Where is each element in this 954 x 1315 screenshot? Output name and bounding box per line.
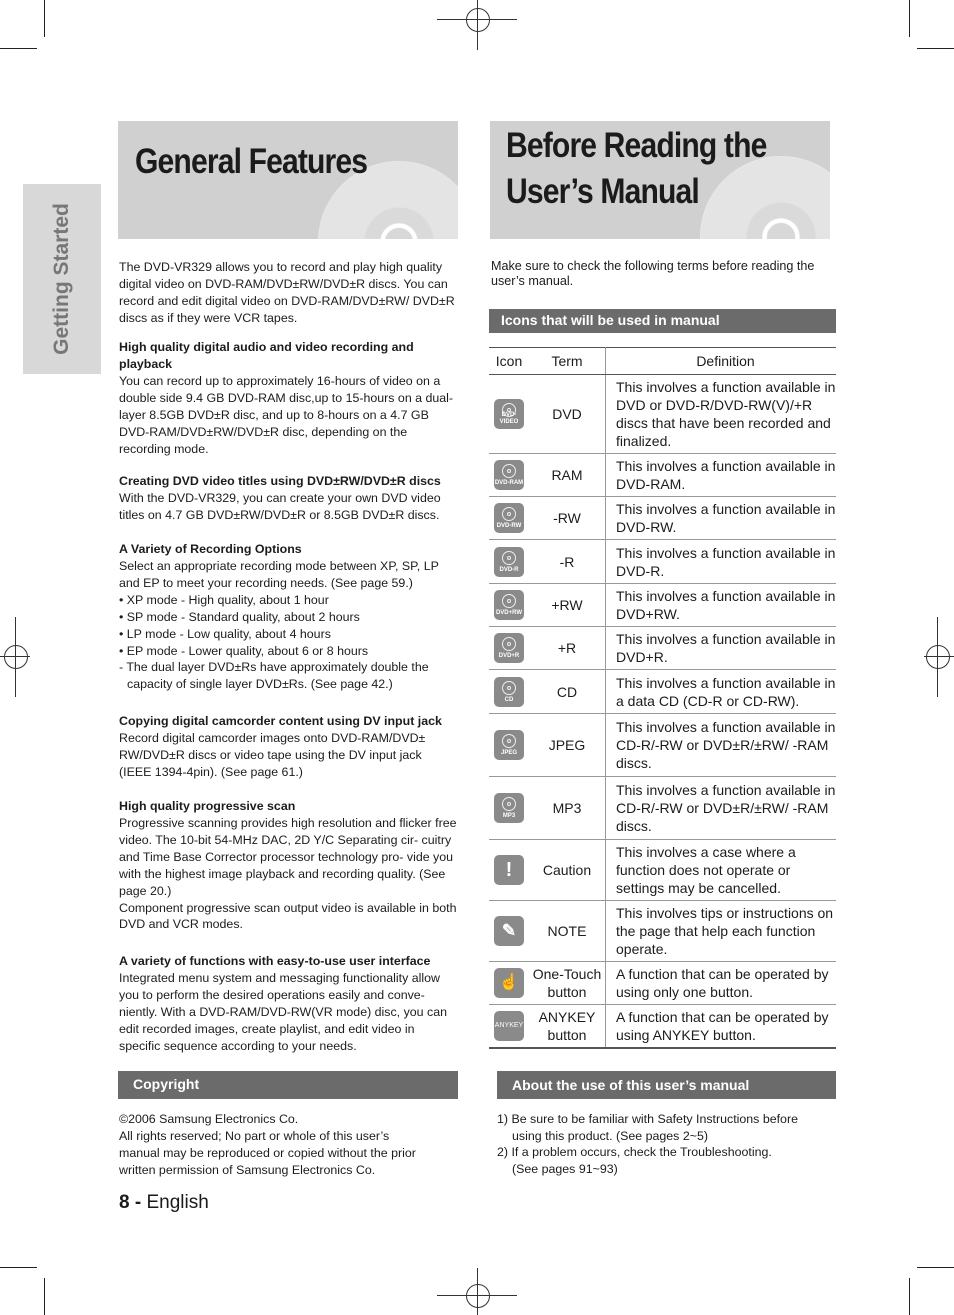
dvd-plus-r-icon: DVD+R [494, 633, 524, 663]
dvd-plus-rw-icon: DVD+RW [494, 590, 524, 620]
page-number: 8 - [119, 1192, 142, 1213]
feature-section [119, 339, 457, 458]
about-item: 2) If a problem occurs, check the Troubleshooting. [497, 1145, 772, 1159]
cd-icon: CD [494, 677, 524, 707]
feature-section [119, 541, 457, 693]
feature-body: Integrated menu system and messaging functionality allow you to perform the desired operations easily and conve- niently. With a DVD-RAM/DVD-RW(VR mode) disc, you can edit recorded images, create playlist, and edit video in specific sequence according to your needs. [119, 971, 447, 1053]
definition-cell: This involves a function available in CD-R/-RW or DVD±R/±RW/ -RAM discs. [606, 714, 837, 777]
crop-mark [917, 48, 954, 49]
registration-mark-bottom [477, 1268, 478, 1315]
table-row [489, 627, 836, 670]
mp3-icon: MP3 [494, 793, 524, 823]
feature-body: Component progressive scan output video is available in both DVD and VCR modes. [119, 900, 457, 932]
title-box-general-features [118, 121, 458, 239]
feature-heading: Copying digital camcorder content using DV input jack [119, 714, 442, 728]
table-row [489, 584, 836, 627]
crop-mark [44, 0, 45, 37]
copyright-bar [118, 1071, 458, 1099]
term-cell: RAM [529, 454, 606, 497]
crop-mark [917, 1267, 954, 1268]
table-header: Term [529, 348, 606, 375]
page-title-line2: User’s Manual [506, 172, 699, 211]
definition-cell: A function that can be operated by using only one button. [606, 962, 837, 1005]
about-item-cont: using this product. (See pages 2~5) [512, 1128, 708, 1143]
feature-body: Progressive scanning provides high resolution and flicker free video. The 10-bit 54-MHz DAC, 2D Y/C Separating cir- cuitry and Time Base Corrector processor technology pro- vide you with the highest image playback and recording quality. (See page 20.) [119, 816, 457, 898]
crop-mark [44, 1278, 45, 1315]
dvd-r-icon: DVD-R [494, 547, 524, 577]
term-cell: Caution [529, 840, 606, 901]
feature-heading: A variety of functions with easy-to-use user interface [119, 954, 431, 968]
caution-icon: ! [494, 855, 524, 885]
page-footer [119, 1192, 209, 1214]
definition-cell: This involves a case where a function does not operate or settings may be cancelled. [606, 840, 837, 901]
page-title-general-features: General Features [135, 142, 368, 181]
feature-body: Select an appropriate recording mode between XP, SP, LP and EP to meet your recording needs. (See page 59.) [119, 559, 439, 590]
list-item: • LP mode - Low quality, about 4 hours [119, 626, 331, 641]
feature-heading: Creating DVD video titles using DVD±RW/DVD±R discs [119, 474, 441, 488]
table-row [489, 901, 836, 962]
copyright-bar-label: Copyright [133, 1076, 200, 1092]
table-row [489, 375, 836, 454]
term-cell: -R [529, 540, 606, 584]
term-cell: +R [529, 627, 606, 670]
crop-mark [909, 1278, 910, 1315]
term-cell: ANYKEY button [529, 1005, 606, 1048]
feature-note: - The dual layer DVD±Rs have approximately double the capacity of single layer DVD±Rs. (See page 42.) [119, 660, 429, 692]
feature-section [119, 713, 457, 781]
registration-mark-top [477, 0, 478, 50]
copyright-line: All rights reserved; No part or whole of this user’s [119, 1128, 390, 1143]
definition-cell: This involves a function available in DVD-RAM. [606, 454, 837, 497]
title-box-before-reading [490, 121, 830, 239]
definition-cell: This involves a function available in DVD+RW. [606, 584, 837, 627]
term-cell: JPEG [529, 714, 606, 777]
icons-bar [489, 309, 836, 333]
crop-mark [909, 0, 910, 37]
table-header-row [489, 348, 836, 375]
registration-mark-top [466, 8, 490, 32]
registration-mark-bottom [466, 1284, 490, 1308]
page-language: English [146, 1192, 209, 1213]
registration-mark-right [926, 645, 950, 669]
definition-cell: This involves tips or instructions on the page that help each function operate. [606, 901, 837, 962]
table-row [489, 1005, 836, 1048]
feature-heading: High quality digital audio and video recording and playback [119, 340, 414, 371]
dvd-ram-icon: DVD-RAM [494, 460, 524, 490]
term-cell: MP3 [529, 777, 606, 840]
table-row [489, 714, 836, 777]
term-cell: +RW [529, 584, 606, 627]
copyright-line: written permission of Samsung Electronics Co. [119, 1162, 376, 1177]
definition-cell: This involves a function available in a data CD (CD-R or CD-RW). [606, 670, 837, 714]
table-row [489, 497, 836, 540]
feature-section [119, 473, 464, 524]
feature-heading: A Variety of Recording Options [119, 542, 302, 556]
feature-section [119, 798, 457, 933]
table-row [489, 777, 836, 840]
list-item: • XP mode - High quality, about 1 hour [119, 592, 329, 607]
registration-mark-left [4, 645, 28, 669]
feature-section [119, 953, 457, 1055]
table-header: Definition [606, 348, 837, 375]
copyright-line: ©2006 Samsung Electronics Co. [119, 1112, 299, 1126]
definition-cell: A function that can be operated by using ANYKEY button. [606, 1005, 837, 1048]
right-intro: Make sure to check the following terms before reading the user’s manual. [491, 259, 815, 288]
table-row [489, 670, 836, 714]
about-bar [497, 1071, 836, 1099]
table-row [489, 454, 836, 497]
registration-mark-right [924, 656, 954, 657]
definition-cell: This involves a function available in DVD-RW. [606, 497, 837, 540]
list-item: • EP mode - Lower quality, about 6 or 8 hours [119, 643, 369, 658]
table-row [489, 840, 836, 901]
registration-mark-right [937, 617, 938, 697]
copyright-line: manual may be reproduced or copied without the prior [119, 1145, 416, 1160]
about-item: 1) Be sure to be familiar with Safety Instructions before [497, 1112, 798, 1126]
jpeg-icon: JPEG [494, 730, 524, 760]
icons-bar-label: Icons that will be used in manual [501, 312, 720, 328]
dvd-video-icon: DVD-VIDEO [494, 399, 524, 429]
intro-paragraph: The DVD-VR329 allows you to record and play high quality digital video on DVD-RAM/DVD±RW/DVD±R discs. You can record and edit digital video on DVD-RAM/DVD±RW/ DVD±R discs as if they were VCR tapes. [119, 260, 455, 325]
about-bar-label: About the use of this user’s manual [512, 1077, 750, 1093]
registration-mark-left [15, 617, 16, 697]
table-row [489, 540, 836, 584]
icons-table [489, 347, 836, 1049]
definition-cell: This involves a function available in CD-R/-RW or DVD±R/±RW/ -RAM discs. [606, 777, 837, 840]
note-icon: ✎ [494, 916, 524, 946]
feature-heading: High quality progressive scan [119, 799, 296, 813]
table-row [489, 962, 836, 1005]
side-tab-label: Getting Started [50, 203, 73, 355]
feature-body: You can record up to approximately 16-hours of video on a double side 9.4 GB DVD-RAM disc,up to 15-hours on a dual-layer 8.5GB DVD±R disc, and up to 8-hours on a 4.7 GB DVD-RAM/DVD±RW/DVD±R disc, depending on the recording mode. [119, 374, 454, 456]
definition-cell: This involves a function available in DVD or DVD-R/DVD-RW(V)/+R discs that have been recorded and finalized. [606, 375, 837, 454]
dvd-rw-icon: DVD-RW [494, 503, 524, 533]
about-item-cont: (See pages 91~93) [512, 1161, 618, 1176]
copyright-text [119, 1111, 457, 1179]
one-touch-icon: ☝ [494, 968, 524, 998]
list-item: • SP mode - Standard quality, about 2 hours [119, 609, 360, 624]
table-header: Icon [489, 348, 529, 375]
term-cell: CD [529, 670, 606, 714]
term-cell: DVD [529, 375, 606, 454]
term-cell: One-Touch button [529, 962, 606, 1005]
feature-body: Record digital camcorder images onto DVD-RAM/DVD± RW/DVD±R discs or video tape using the DV input jack (IEEE 1394-4pin). (See page 61.) [119, 731, 426, 779]
anykey-icon: ANYKEY [494, 1011, 524, 1041]
about-list [497, 1111, 832, 1177]
definition-cell: This involves a function available in DVD-R. [606, 540, 837, 584]
crop-mark [0, 48, 37, 49]
crop-mark [0, 1267, 37, 1268]
term-cell: -RW [529, 497, 606, 540]
side-tab [23, 184, 101, 374]
feature-body: With the DVD-VR329, you can create your own DVD video titles on 4.7 GB DVD±RW/DVD±R or 8.5GB DVD±R discs. [119, 491, 441, 522]
term-cell: NOTE [529, 901, 606, 962]
page-title-line1: Before Reading the [506, 126, 767, 165]
definition-cell: This involves a function available in DVD+R. [606, 627, 837, 670]
